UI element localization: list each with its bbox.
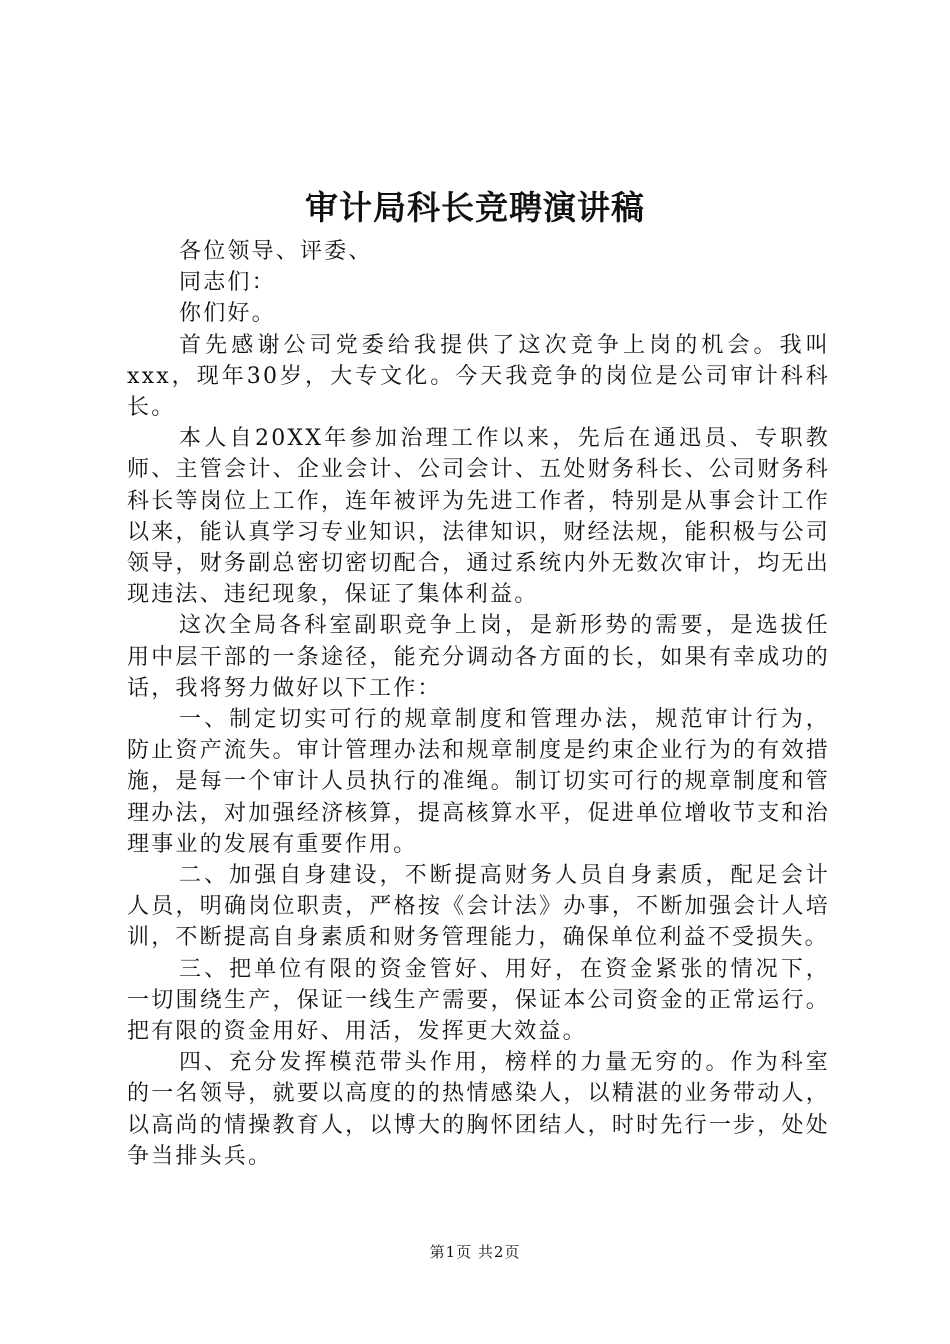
paragraph-point-one: 一、制定切实可行的规章制度和管理办法，规范审计行为，防止资产流失。审计管理办法和规章制度是约束企业行为的有效措施，是每一个审计人员执行的准绳。制订切实可行的规章制度和管理办法，对加强经济核算，提高核算水平，促进单位增收节支和治理事业的发展有重要作用。 [127,707,830,857]
paragraph-point-three: 三、把单位有限的资金管好、用好，在资金紧张的情况下，一切围绕生产，保证一线生产需要，保证本公司资金的正常运行。把有限的资金用好、用活，发挥更大效益。 [127,956,830,1045]
paragraph-work-history: 本人自20XX年参加治理工作以来，先后在通迅员、专职教师、主管会计、企业会计、公司会计、五处财务科长、公司财务科科长等岗位上工作，连年被评为先进工作者，特别是从事会计工作以来，能认真学习专业知识，法律知识，财经法规，能积极与公司领导，财务副总密切密切配合，通过系统内外无数次审计，均无出现违法、违纪现象，保证了集体利益。 [127,426,830,608]
paragraph-point-two: 二、加强自身建设，不断提高财务人员自身素质，配足会计人员，明确岗位职责，严格按《会计法》办事，不断加强会计人培训，不断提高自身素质和财务管理能力，确保单位利益不受损失。 [127,863,830,951]
salutation-line-1: 各位领导、评委、 [179,239,373,264]
page-number-footer: 第1页 共2页 [429,1243,521,1261]
document-body [127,236,830,1172]
salutation-line-2: 同志们： [179,270,276,296]
paragraph-point-four: 四、充分发挥模范带头作用，榜样的力量无穷的。作为科室的一名领导，就要以高度的的热情感染人，以精湛的业务带动人，以高尚的情操教育人，以博大的胸怀团结人，时时先行一步，处处争当排头兵。 [127,1050,830,1169]
greeting-line: 你们好。 [179,301,276,327]
paragraph-motivation: 这次全局各科室副职竞争上岗，是新形势的需要，是选拔任用中层干部的一条途径，能充分调动各方面的长，如果有幸成功的话，我将努力做好以下工作： [127,613,830,701]
document-title: 审计局科长竞聘演讲稿 [305,188,645,227]
paragraph-introduction: 首先感谢公司党委给我提供了这次竞争上岗的机会。我叫xxx，现年30岁，大专文化。今天我竞争的岗位是公司审计科科长。 [127,332,830,421]
